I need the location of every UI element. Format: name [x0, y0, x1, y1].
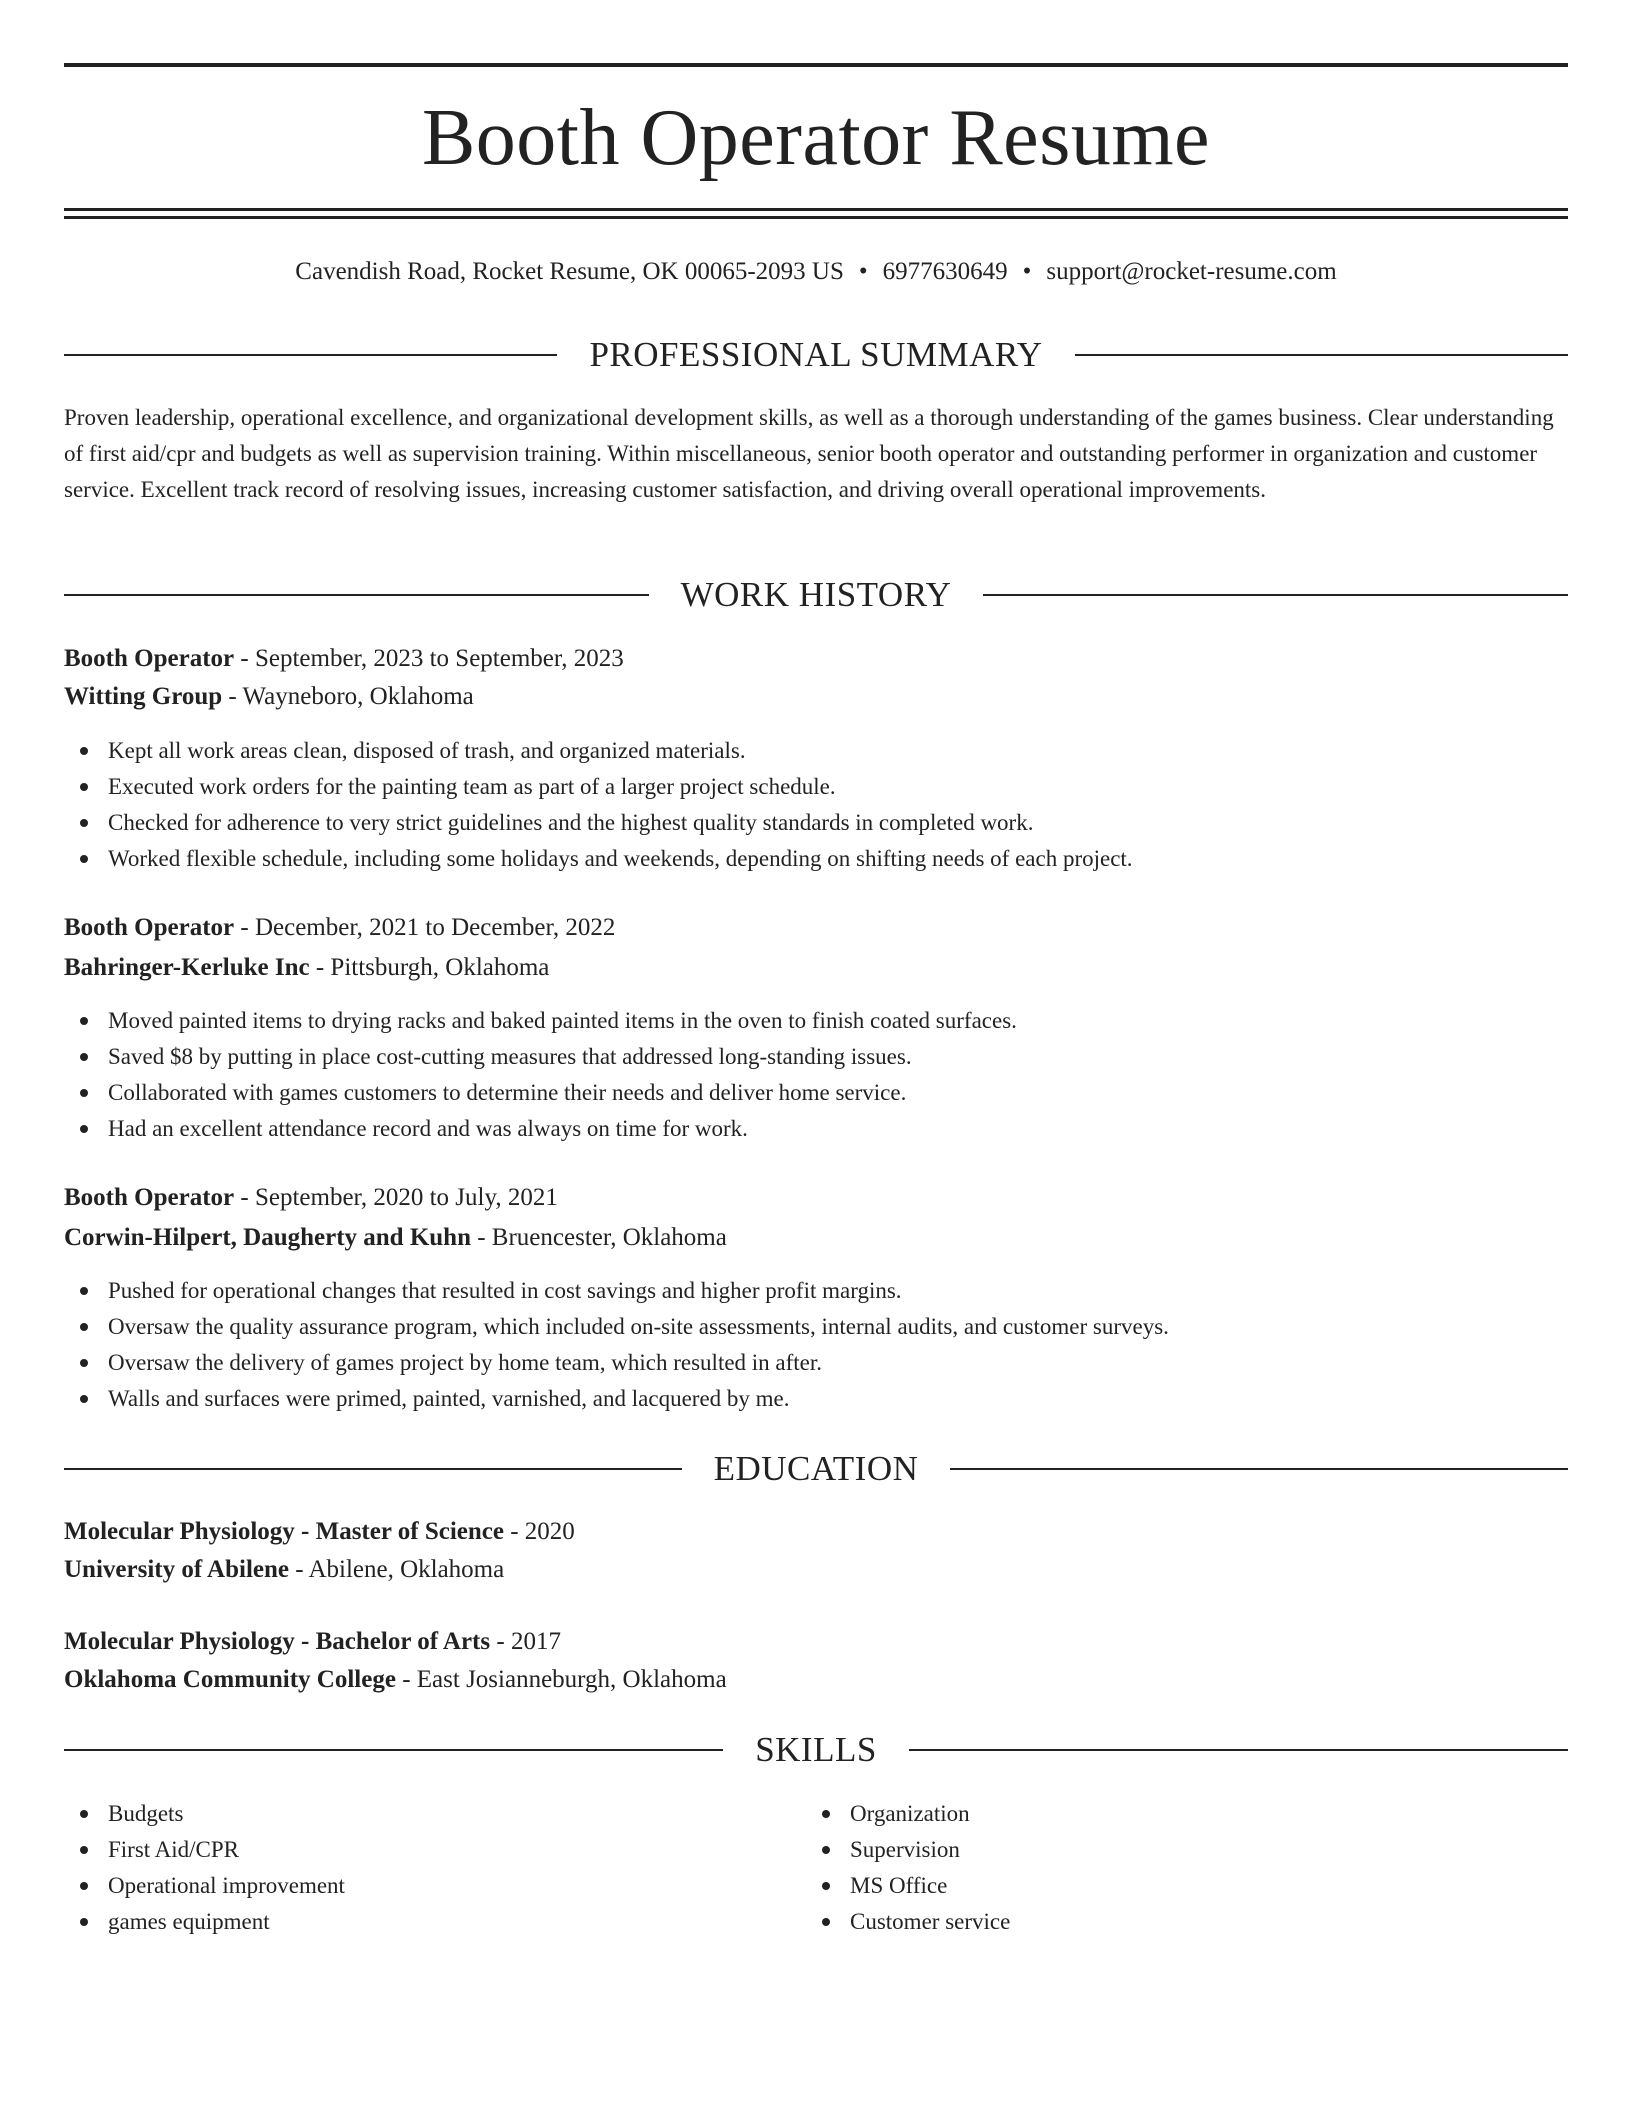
- list-item: [64, 1075, 1568, 1111]
- job-company: Bahringer-Kerluke Inc: [64, 954, 310, 981]
- skill-text: Organization: [850, 1801, 970, 1826]
- job-title: Booth Operator: [64, 1184, 235, 1211]
- skill-item: [806, 1832, 1010, 1868]
- bullet-text: Kept all work areas clean, disposed of trash, and organized materials.: [108, 738, 746, 763]
- list-item: [64, 1345, 1568, 1381]
- job-bullets: [64, 733, 1568, 877]
- job-location: - Bruencester, Oklahoma: [470, 1224, 727, 1251]
- list-item: [64, 1111, 1568, 1147]
- bullet-dot: [80, 1359, 88, 1367]
- contact-address: Cavendish Road, Rocket Resume, OK 00065-2093 US: [295, 258, 844, 285]
- education-location: - East Josianneburgh, Oklahoma: [395, 1666, 727, 1693]
- heading-rule: [909, 1749, 1568, 1751]
- job-title-line: [64, 1181, 1568, 1215]
- education-degree: Molecular Physiology - Bachelor of Arts: [64, 1628, 491, 1655]
- contact-separator: •: [1022, 258, 1032, 285]
- education-heading: [64, 1447, 1568, 1491]
- bullet-dot: [80, 1395, 88, 1403]
- education-year: - 2017: [490, 1628, 561, 1655]
- job-dates: - December, 2021 to December, 2022: [234, 914, 616, 941]
- bullet-dot: [822, 1882, 830, 1890]
- job-dates: - September, 2023 to September, 2023: [234, 645, 624, 672]
- top-rule: [64, 63, 1568, 67]
- job-company-line: [64, 680, 1568, 714]
- bullet-text: Pushed for operational changes that resulted in cost savings and higher profit margins.: [108, 1278, 902, 1303]
- education-school-line: [64, 1553, 1568, 1587]
- job-title: Booth Operator: [64, 645, 235, 672]
- bullet-text: Moved painted items to drying racks and baked painted items in the oven to finish coated surfaces.: [108, 1008, 1017, 1033]
- bullet-dot: [80, 1810, 88, 1818]
- heading-rule: [950, 1468, 1568, 1470]
- bullet-dot: [80, 1089, 88, 1097]
- bullet-text: Oversaw the delivery of games project by home team, which resulted in after.: [108, 1350, 823, 1375]
- contact-phone: 6977630649: [882, 258, 1008, 285]
- heading-rule: [983, 594, 1568, 596]
- education-school: University of Abilene: [64, 1556, 289, 1583]
- bullet-text: Saved $8 by putting in place cost-cutting measures that addressed long-standing issues.: [108, 1044, 912, 1069]
- list-item: [64, 769, 1568, 805]
- bullet-text: Worked flexible schedule, including some holidays and weekends, depending on shifting needs of each project.: [108, 846, 1133, 871]
- job-company: Corwin-Hilpert, Daugherty and Kuhn: [64, 1224, 471, 1251]
- list-item: [64, 1309, 1568, 1345]
- job-bullets: [64, 1273, 1568, 1417]
- bullet-dot: [80, 1882, 88, 1890]
- bullet-text: Had an excellent attendance record and was always on time for work.: [108, 1116, 748, 1141]
- heading-rule: [1075, 354, 1568, 356]
- bullet-dot: [80, 1323, 88, 1331]
- bullet-text: Walls and surfaces were primed, painted, varnished, and lacquered by me.: [108, 1386, 790, 1411]
- education-year: - 2020: [503, 1518, 575, 1545]
- job-location: - Wayneboro, Oklahoma: [222, 683, 474, 710]
- education-degree-line: [64, 1625, 1568, 1659]
- skill-item: [806, 1904, 1010, 1940]
- skill-item: [64, 1796, 345, 1832]
- summary-heading-label: PROFESSIONAL SUMMARY: [589, 335, 1043, 374]
- education-heading-label: EDUCATION: [713, 1449, 919, 1488]
- job-dates: - September, 2020 to July, 2021: [234, 1184, 558, 1211]
- contact-separator: •: [858, 258, 868, 285]
- job-company-line: [64, 951, 1568, 985]
- contact-email: support@rocket-resume.com: [1046, 258, 1337, 285]
- heading-rule: [64, 1749, 723, 1751]
- education-school-line: [64, 1663, 1568, 1697]
- skill-text: First Aid/CPR: [108, 1837, 240, 1862]
- list-item: [64, 1273, 1568, 1309]
- heading-rule: [64, 594, 649, 596]
- bullet-dot: [80, 855, 88, 863]
- job-company-line: [64, 1221, 1568, 1255]
- education-location: - Abilene, Oklahoma: [289, 1556, 505, 1583]
- bullet-dot: [80, 1846, 88, 1854]
- skill-text: Customer service: [850, 1909, 1011, 1934]
- bullet-dot: [80, 783, 88, 791]
- bullet-text: Checked for adherence to very strict guidelines and the highest quality standards in completed work.: [108, 810, 1034, 835]
- bullet-dot: [822, 1918, 830, 1926]
- list-item: [64, 733, 1568, 769]
- skill-text: Supervision: [850, 1837, 960, 1862]
- work-history-heading-label: WORK HISTORY: [680, 575, 952, 614]
- skill-item: [806, 1868, 1010, 1904]
- job-company: Witting Group: [64, 683, 223, 710]
- skill-item: [64, 1868, 345, 1904]
- list-item: [64, 805, 1568, 841]
- summary-heading: [64, 333, 1568, 377]
- bullet-dot: [822, 1846, 830, 1854]
- title-double-rule: [64, 208, 1568, 219]
- skills-list-right: [806, 1796, 1010, 1940]
- skills-heading-label: SKILLS: [755, 1730, 877, 1769]
- skill-text: Operational improvement: [108, 1873, 345, 1898]
- bullet-dot: [80, 1287, 88, 1295]
- bullet-dot: [80, 1017, 88, 1025]
- bullet-text: Collaborated with games customers to determine their needs and deliver home service.: [108, 1080, 907, 1105]
- contact-line: [64, 255, 1568, 289]
- summary-text: Proven leadership, operational excellence, and organizational development skills, as well as a thorough understanding of the games business. Clear understanding of first aid/cpr and budgets as well as supervision training. Within miscellaneous, senior booth operator and outstanding performer in organization and customer service. Excellent track record of resolving issues, increasing customer satisfaction, and driving overall operational improvements.: [64, 405, 1554, 502]
- bullet-dot: [80, 747, 88, 755]
- list-item: [64, 1039, 1568, 1075]
- skill-item: [64, 1832, 345, 1868]
- job-title: Booth Operator: [64, 914, 235, 941]
- bullet-text: Oversaw the quality assurance program, which included on-site assessments, internal audits, and customer surveys.: [108, 1314, 1169, 1339]
- education-degree-line: [64, 1515, 1568, 1549]
- bullet-dot: [80, 1918, 88, 1926]
- bullet-text: Executed work orders for the painting team as part of a larger project schedule.: [108, 774, 836, 799]
- bullet-dot: [80, 819, 88, 827]
- skill-item: [64, 1904, 345, 1940]
- bullet-dot: [80, 1125, 88, 1133]
- job-bullets: [64, 1003, 1568, 1147]
- work-history-heading: [64, 573, 1568, 617]
- list-item: [64, 841, 1568, 877]
- skill-text: MS Office: [850, 1873, 948, 1898]
- skills-heading: [64, 1728, 1568, 1772]
- heading-rule: [64, 1468, 682, 1470]
- job-location: - Pittsburgh, Oklahoma: [309, 954, 550, 981]
- list-item: [64, 1003, 1568, 1039]
- heading-rule: [64, 354, 557, 356]
- job-title-line: [64, 642, 1568, 676]
- resume-title: Booth Operator Resume: [421, 94, 1211, 182]
- education-school: Oklahoma Community College: [64, 1666, 396, 1693]
- education-degree: Molecular Physiology - Master of Science: [64, 1518, 504, 1545]
- bullet-dot: [822, 1810, 830, 1818]
- skill-text: Budgets: [108, 1801, 184, 1826]
- job-title-line: [64, 911, 1568, 945]
- skills-list-left: [64, 1796, 345, 1940]
- skill-text: games equipment: [108, 1909, 270, 1934]
- bullet-dot: [80, 1053, 88, 1061]
- skill-item: [806, 1796, 1010, 1832]
- list-item: [64, 1381, 1568, 1417]
